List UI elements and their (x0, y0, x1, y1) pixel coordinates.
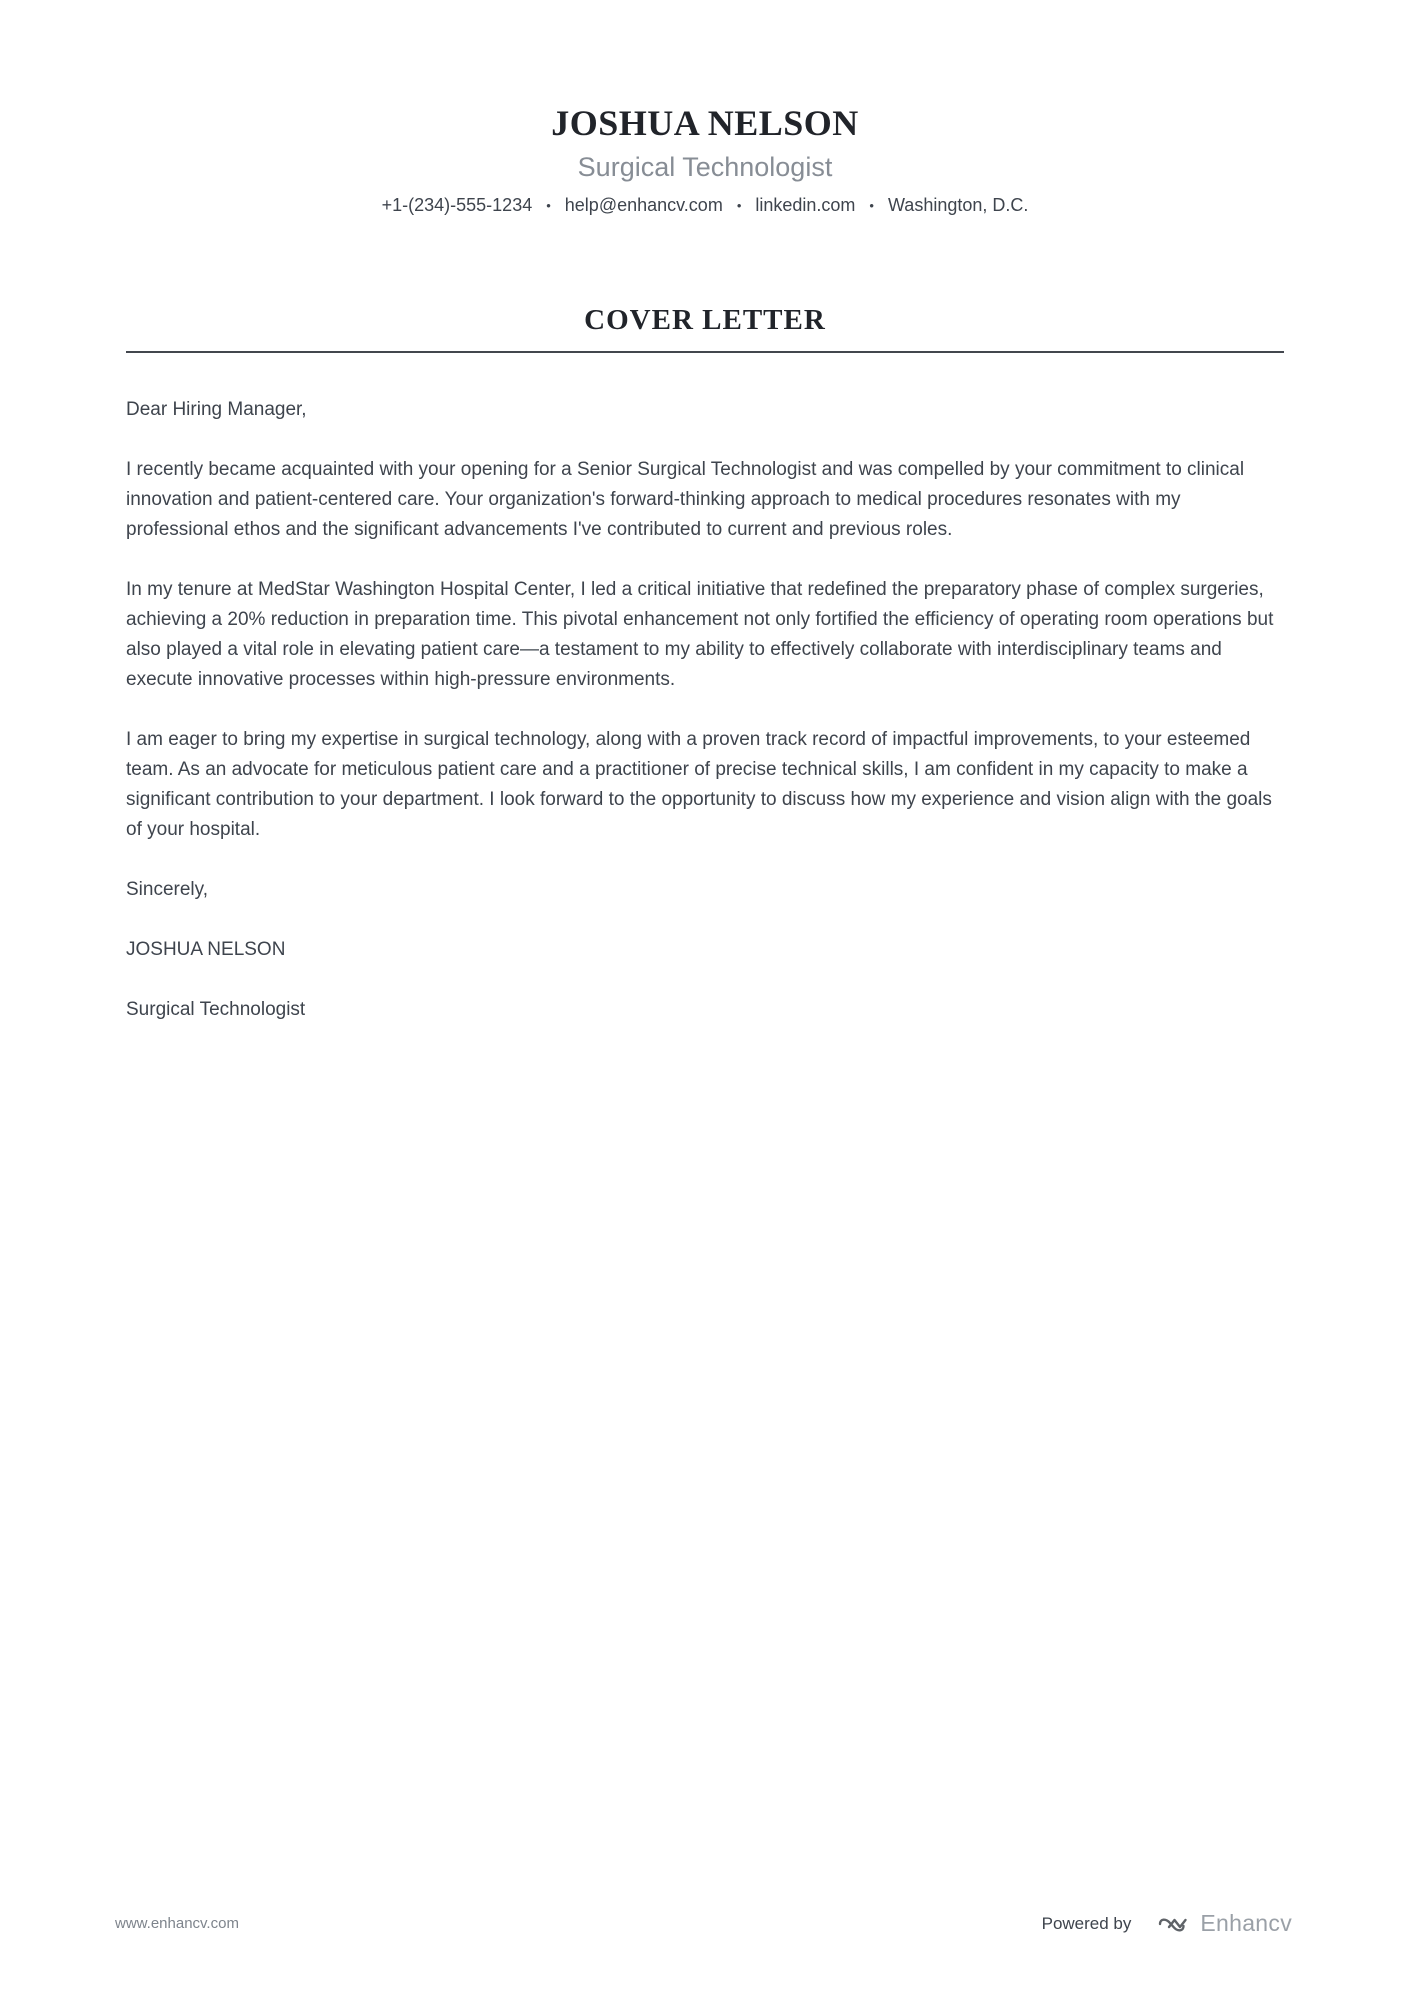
candidate-job-title: Surgical Technologist (577, 152, 833, 182)
contact-email: help@enhancv.com (564, 195, 723, 215)
cover-letter-section-header (126, 304, 1284, 353)
paragraph: I am eager to bring my expertise in surgical technology, along with a proven track record of impactful improvements, to your esteemed team. As an advocate for meticulous patient care and a practitioner of precise technical skills, I am confident in my capacity to make a significant contribution to your department. I look forward to the opportunity to discuss how my experience and vision align with the goals of your hospital. (126, 729, 1272, 841)
enhancv-logo-icon (1157, 1913, 1191, 1935)
contact-phone: +1-(234)-555-1234 (381, 195, 533, 215)
contact-row (126, 195, 1284, 216)
powered-by-label: Powered by (1041, 1913, 1132, 1933)
page-content (126, 0, 1284, 1025)
page-footer (0, 1910, 1410, 1937)
salutation: Dear Hiring Manager, (126, 399, 307, 420)
bullet-separator-icon: • (546, 198, 551, 213)
closing: Sincerely, (126, 879, 209, 901)
candidate-name: JOSHUA NELSON (551, 103, 859, 143)
footer-website: www.enhancv.com (115, 1915, 239, 1932)
contact-linkedin: linkedin.com (755, 195, 856, 215)
section-title: COVER LETTER (584, 304, 826, 336)
letter-header (126, 102, 1284, 216)
paragraph: I recently became acquainted with your opening for a Senior Surgical Technologist and was compelled by your commitment to clinical innovation and patient-centered care. Your organization's forward-thinking approach to medical procedures resonates with my professional ethos and the significant advancements I've contributed to current and previous roles. (126, 459, 1245, 541)
signature-name: JOSHUA NELSON (126, 939, 286, 961)
enhancv-brand-link[interactable] (1157, 1910, 1292, 1937)
bullet-separator-icon: • (869, 198, 874, 213)
signature-title: Surgical Technologist (126, 999, 306, 1021)
contact-location: Washington, D.C. (887, 195, 1029, 215)
letter-body (126, 395, 1284, 1025)
section-divider (126, 351, 1284, 353)
enhancv-brand-name: Enhancv (1200, 1910, 1292, 1936)
paragraph: In my tenure at MedStar Washington Hospital Center, I led a critical initiative that redefined the preparatory phase of complex surgeries, achieving a 20% reduction in preparation time. This pivotal enhancement not only fortified the efficiency of operating room operations but also played a vital role in elevating patient care—a testament to my ability to effectively collaborate with interdisciplinary teams and execute innovative processes within high-pressure environments. (126, 579, 1274, 691)
bullet-separator-icon: • (736, 198, 742, 213)
powered-by (1042, 1910, 1292, 1937)
